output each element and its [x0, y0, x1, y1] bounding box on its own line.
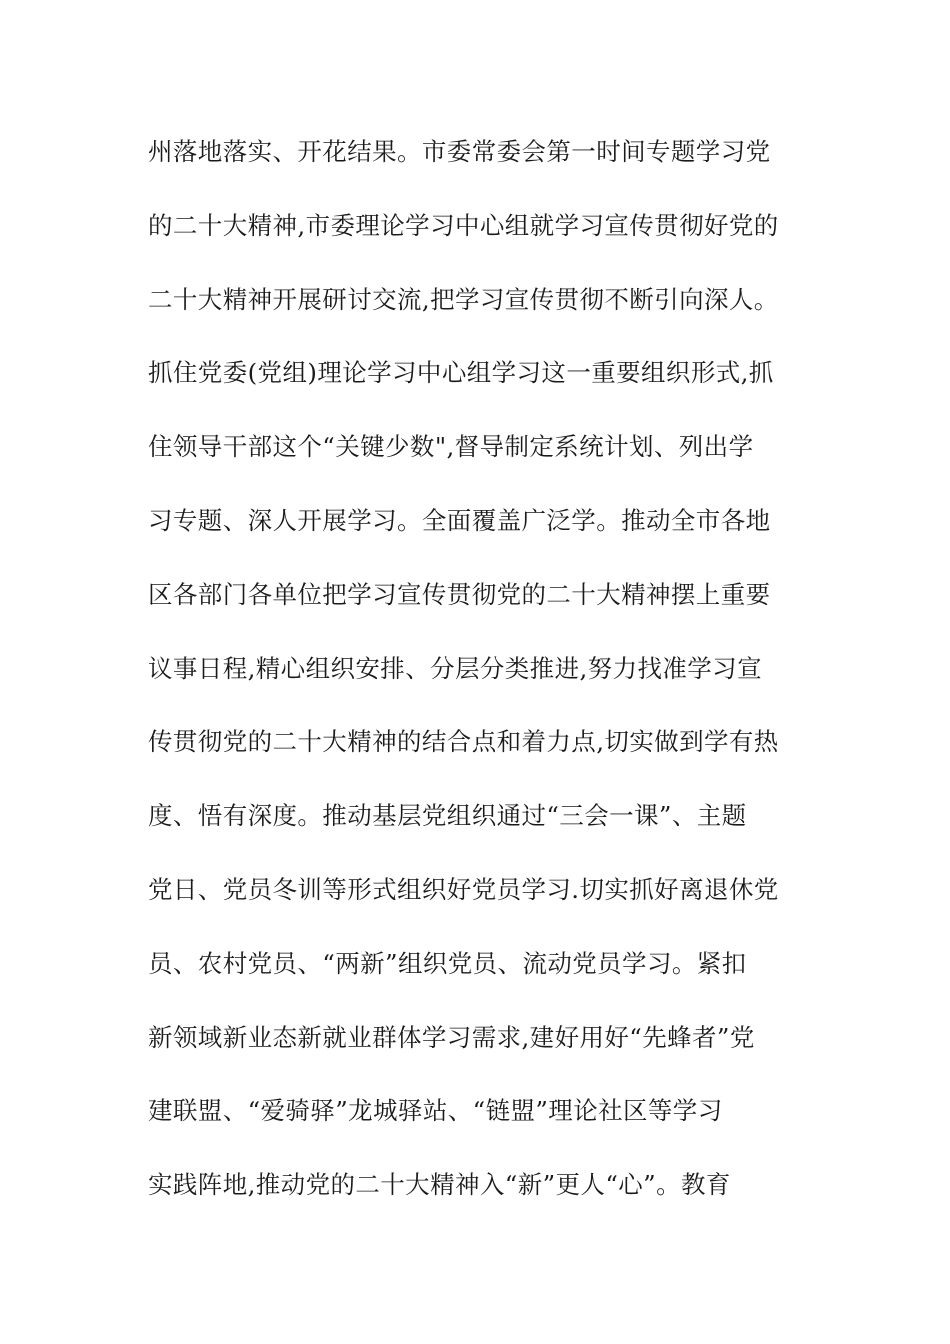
text-line: 的二十大精神,市委理论学习中心组就学习宣传贯彻好党的 [148, 210, 779, 240]
text-line: 抓住党委(党组)理论学习中心组学习这一重要组织形式,抓 [148, 358, 774, 388]
text-line: 建联盟、“爱骑驿”龙城驿站、“链盟”理论社区等学习 [148, 1096, 723, 1126]
text-line: 区各部门各单位把学习宣传贯彻党的二十大精神摆上重要 [148, 579, 771, 609]
text-line: 党日、党员冬训等形式组织好党员学习.切实抓好离退休党 [148, 874, 779, 904]
text-line: 习专题、深人开展学习。全面覆盖广泛学。推动全市各地 [148, 505, 771, 535]
text-line: 员、农村党员、“两新”组织党员、流动党员学习。紧扣 [148, 948, 747, 978]
text-line: 住领导干部这个“关键少数",督导制定系统计划、列出学 [148, 432, 754, 462]
text-line: 州落地落实、开花结果。市委常委会第一时间专题学习党 [148, 137, 771, 166]
text-line: 实践阵地,推动党的二十大精神入“新”更人“心”。教育 [148, 1170, 731, 1200]
body-text [148, 129, 808, 1236]
text-line: 议事日程,精心组织安排、分层分类推进,努力找准学习宣 [148, 653, 762, 683]
text-line: 度、悟有深度。推动基层党组织通过“三会一课”、主题 [148, 801, 747, 831]
text-line: 传贯彻党的二十大精神的结合点和着力点,切实做到学有热 [148, 727, 779, 757]
text-line: 新领域新业态新就业群体学习需求,建好用好“先蜂者”党 [148, 1022, 755, 1052]
text-line: 二十大精神开展研讨交流,把学习宣传贯彻不断引向深人。 [148, 284, 779, 314]
